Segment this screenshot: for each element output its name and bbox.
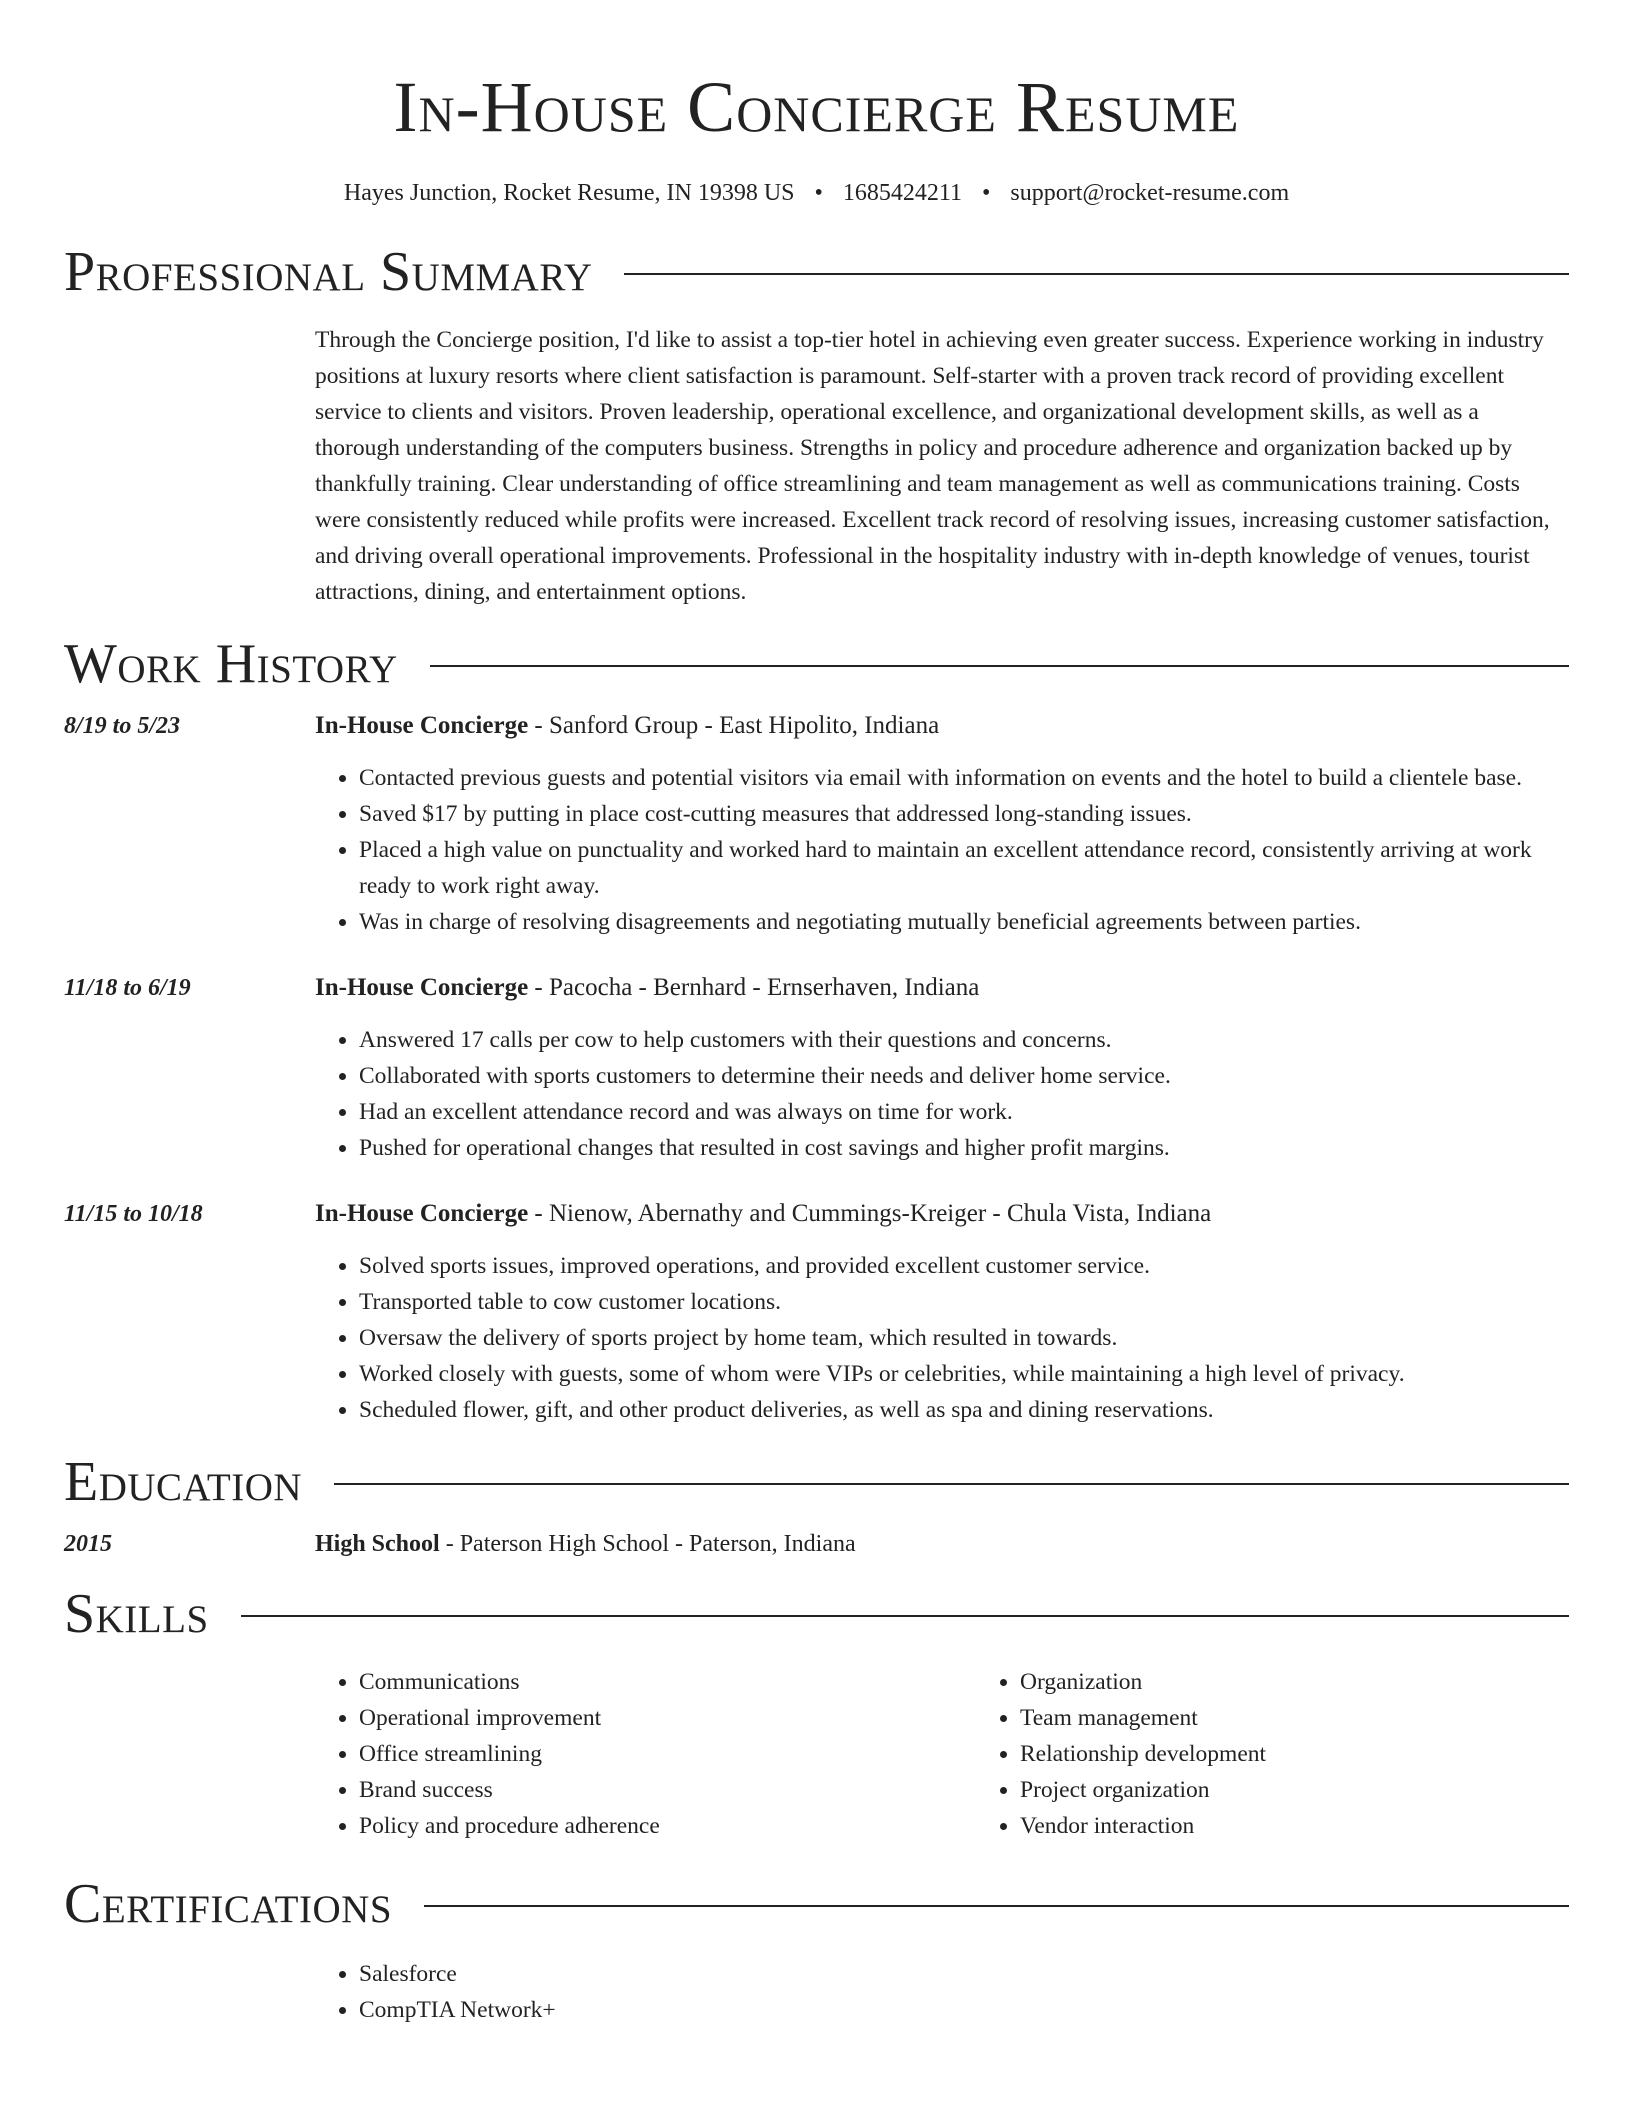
job-details: - Pacocha - Bernhard - Ernserhaven, Indiana — [528, 974, 980, 1001]
job-bullet: • Oversaw the delivery of sports project by home team, which resulted in towards. — [359, 1320, 1569, 1356]
summary-gutter — [64, 322, 315, 610]
contact-separator: • — [982, 180, 991, 206]
certifications-section-header — [64, 1874, 1569, 1934]
skill-item: • Organization — [1020, 1664, 1632, 1700]
job-bullet: • Contacted previous guests and potential visitors via email with information on events and the hotel to build a clientele base. — [359, 760, 1569, 796]
job-bullet: • Worked closely with guests, some of whom were VIPs or celebrities, while maintaining a high level of privacy. — [359, 1356, 1569, 1392]
skills-section-header — [64, 1584, 1569, 1644]
work-heading: Work History — [64, 633, 398, 695]
job-bullet: • Solved sports issues, improved operations, and provided excellent customer service. — [359, 1248, 1569, 1284]
education-year: 2015 — [64, 1531, 112, 1557]
job-bullet: • Answered 17 calls per cow to help customers with their questions and concerns. — [359, 1022, 1569, 1058]
resume-page — [64, 0, 1569, 2028]
summary-row — [64, 322, 1569, 610]
job-dates: 11/18 to 6/19 — [64, 975, 191, 1001]
section-divider — [624, 273, 1569, 275]
job-header — [315, 708, 1569, 744]
skills-heading: Skills — [64, 1583, 209, 1645]
skills-column-2 — [976, 1664, 1632, 1844]
section-divider — [241, 1615, 1569, 1617]
education-entry — [64, 1526, 1569, 1562]
skill-item: • Relationship development — [1020, 1736, 1632, 1772]
job-bullet: • Transported table to cow customer locations. — [359, 1284, 1569, 1320]
certifications-heading: Certifications — [64, 1873, 393, 1935]
job-bullet: • Scheduled flower, gift, and other product deliveries, as well as spa and dining reservations. — [359, 1392, 1569, 1428]
job-bullet: • Was in charge of resolving disagreements and negotiating mutually beneficial agreements between parties. — [359, 904, 1569, 940]
contact-phone: 1685424211 — [842, 180, 963, 206]
skill-item: • Policy and procedure adherence — [359, 1808, 976, 1844]
skills-column-1 — [315, 1664, 976, 1844]
education-heading: Education — [64, 1451, 303, 1513]
summary-section-header — [64, 242, 1569, 302]
job-header — [315, 1196, 1569, 1232]
resume-title: In-House Concierge Resume — [393, 67, 1240, 147]
skills-columns — [315, 1664, 1632, 1844]
job-bullet: • Saved $17 by putting in place cost-cutting measures that addressed long-standing issues. — [359, 796, 1569, 832]
job-entry — [64, 708, 1569, 940]
job-bullet: • Collaborated with sports customers to determine their needs and deliver home service. — [359, 1058, 1569, 1094]
skill-item: • Office streamlining — [359, 1736, 976, 1772]
job-bullet: • Placed a high value on punctuality and worked hard to maintain an excellent attendance record, consistently arriving at work ready to work right away. — [359, 832, 1569, 904]
skill-item: • Team management — [1020, 1700, 1632, 1736]
job-bullets — [315, 1022, 1569, 1166]
contact-separator: • — [814, 180, 823, 206]
education-degree: High School — [315, 1531, 440, 1557]
job-title: In-House Concierge — [315, 974, 529, 1001]
skills-row — [64, 1644, 1569, 1844]
education-section-header — [64, 1452, 1569, 1512]
work-section-header — [64, 634, 1569, 694]
skill-item: • Project organization — [1020, 1772, 1632, 1808]
certification-item: • CompTIA Network+ — [359, 1992, 1569, 2028]
education-details: - Paterson High School - Paterson, Indiana — [439, 1531, 856, 1557]
job-dates: 8/19 to 5/23 — [64, 713, 181, 739]
certifications-list — [315, 1956, 1569, 2028]
summary-text: Through the Concierge position, I'd like to assist a top-tier hotel in achieving even greater success. Experience working in industry positions at luxury resorts where client satisfaction is paramount. Self-starter with a proven track record of providing excellent service to clients and visitors. Proven leadership, operational excellence, and organizational development skills, as well as a thorough understanding of the computers business. Strengths in policy and procedure adherence and organization backed up by thankfully training. Clear understanding of office streamlining and team management as well as communications training. Costs were consistently reduced while profits were increased. Excellent track record of resolving issues, increasing customer satisfaction, and driving overall operational improvements. Professional in the hospitality industry with in-depth knowledge of venues, tourist attractions, dining, and entertainment options. — [315, 327, 1550, 605]
job-details: - Sanford Group - East Hipolito, Indiana — [528, 712, 940, 739]
job-title: In-House Concierge — [315, 712, 529, 739]
section-divider — [424, 1905, 1569, 1907]
summary-body — [315, 322, 1569, 610]
contact-line — [64, 178, 1569, 208]
job-bullets — [315, 1248, 1569, 1428]
job-title: In-House Concierge — [315, 1200, 529, 1227]
job-bullets — [315, 760, 1569, 940]
skill-item: • Operational improvement — [359, 1700, 976, 1736]
certifications-row — [64, 1934, 1569, 2028]
job-entry — [64, 1196, 1569, 1428]
education-details-line — [315, 1526, 1569, 1562]
skill-item: • Brand success — [359, 1772, 976, 1808]
job-header — [315, 970, 1569, 1006]
job-entry — [64, 970, 1569, 1166]
certifications-gutter — [64, 1934, 315, 2028]
summary-heading: Professional Summary — [64, 241, 593, 303]
job-dates: 11/15 to 10/18 — [64, 1201, 203, 1227]
job-details: - Nienow, Abernathy and Cummings-Kreiger - Chula Vista, Indiana — [528, 1200, 1212, 1227]
skill-item: • Vendor interaction — [1020, 1808, 1632, 1844]
job-bullet: • Pushed for operational changes that resulted in cost savings and higher profit margins. — [359, 1130, 1569, 1166]
section-divider — [430, 665, 1569, 667]
section-divider — [334, 1483, 1569, 1485]
job-bullet: • Had an excellent attendance record and was always on time for work. — [359, 1094, 1569, 1130]
contact-email: support@rocket-resume.com — [1010, 180, 1290, 206]
contact-address: Hayes Junction, Rocket Resume, IN 19398 US — [343, 180, 795, 206]
certification-item: • Salesforce — [359, 1956, 1569, 1992]
skills-gutter — [64, 1644, 315, 1844]
skill-item: • Communications — [359, 1664, 976, 1700]
